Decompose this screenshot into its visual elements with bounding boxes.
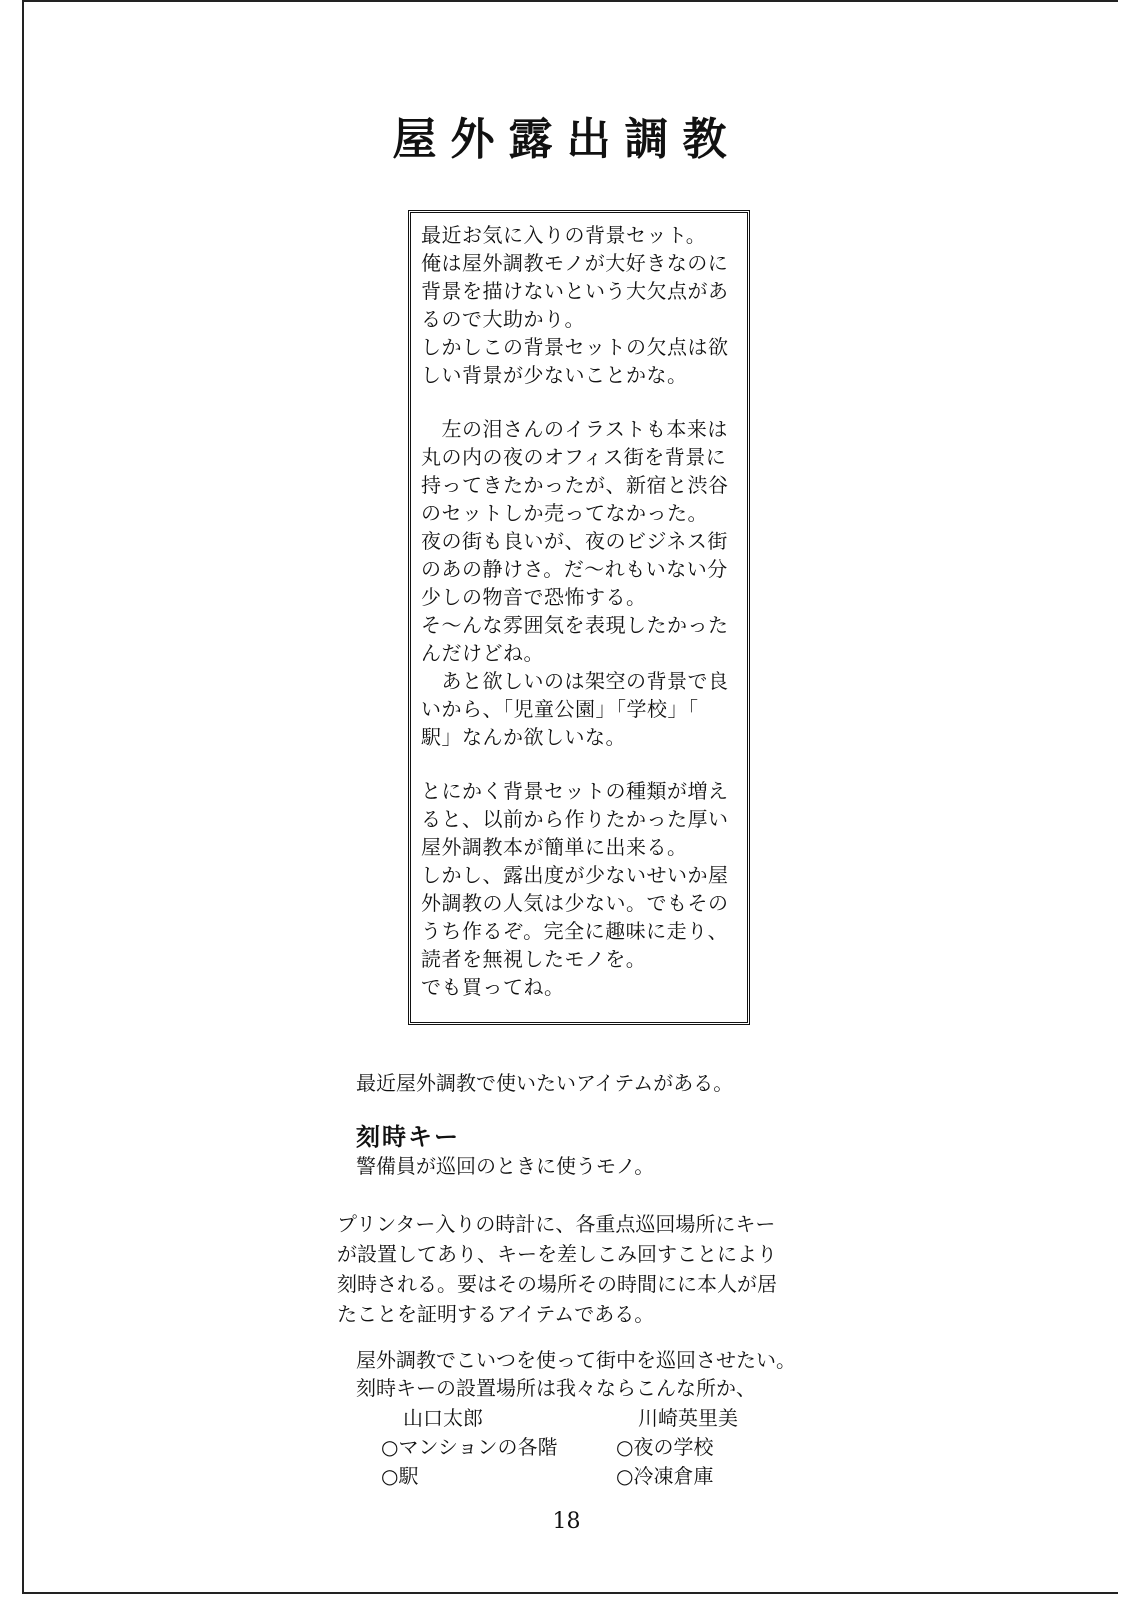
paragraph-line: 屋外調教でこいつを使って街中を巡回させたい。 xyxy=(356,1348,796,1372)
note-blank-line xyxy=(421,389,741,415)
note-line: 俺は屋外調教モノが大好きなのに xyxy=(421,251,729,275)
note-line: んだけどね。 xyxy=(421,641,544,665)
note-line: のあの静けさ。だ〜れもいない分 xyxy=(421,557,728,581)
note-line: 駅」なんか欲しいな。 xyxy=(421,725,626,749)
list-item: ○駅 xyxy=(381,1464,419,1488)
note-line: 最近お気に入りの背景セット。 xyxy=(421,223,707,247)
plan-paragraph xyxy=(356,1346,796,1402)
note-line: 読者を無視したモノを。 xyxy=(421,947,647,971)
page-number: 18 xyxy=(552,1509,581,1534)
intro-text: 最近屋外調教で使いたいアイテムがある。 xyxy=(356,1071,734,1095)
note-line: しい背景が少ないことかな。 xyxy=(421,363,688,387)
note-line: あと欲しいのは架空の背景で良 xyxy=(421,669,729,693)
location-list-left xyxy=(381,1404,558,1491)
explanation-paragraph xyxy=(337,1209,777,1329)
note-line: とにかく背景セットの種類が増え xyxy=(421,779,729,803)
note-line: そ〜んな雰囲気を表現したかった xyxy=(421,613,729,637)
note-line: しかしこの背景セットの欠点は欲 xyxy=(421,335,729,359)
note-line: いから、「児童公園」「学校」「 xyxy=(421,697,699,721)
note-line: ると、以前から作りたかった厚い xyxy=(421,807,729,831)
note-line: のセットしか売ってなかった。 xyxy=(421,501,708,525)
location-list-right xyxy=(616,1404,738,1491)
paragraph-line: 刻時キーの設置場所は我々ならこんな所か、 xyxy=(356,1376,756,1400)
note-line: しかし、露出度が少ないせいか屋 xyxy=(421,863,729,887)
note-line: 外調教の人気は少ない。でもその xyxy=(421,891,729,915)
note-line: 左の泪さんのイラストも本来は xyxy=(421,417,728,441)
paragraph-line: 刻時される。要はその場所その時間にに本人が居 xyxy=(337,1272,777,1296)
list-heading: 川崎英里美 xyxy=(638,1406,738,1430)
note-line: るので大助かり。 xyxy=(421,307,585,331)
list-item: ○マンションの各階 xyxy=(381,1435,558,1459)
note-line: 背景を描けないという大欠点があ xyxy=(421,279,729,303)
note-line: 屋外調教本が簡単に出来る。 xyxy=(421,835,688,859)
list-heading: 山口太郎 xyxy=(403,1406,483,1430)
paragraph-line: たことを証明するアイテムである。 xyxy=(337,1302,655,1326)
note-line: でも買ってね。 xyxy=(421,975,565,999)
note-line: 少しの物音で恐怖する。 xyxy=(421,585,647,609)
note-line: 持ってきたかったが、新宿と渋谷 xyxy=(421,473,729,497)
note-blank-line xyxy=(421,751,741,777)
note-box xyxy=(408,210,750,1025)
item-heading: 刻時キー xyxy=(356,1123,460,1151)
note-line: 夜の街も良いが、夜のビジネス街 xyxy=(421,529,728,553)
paragraph-line: プリンター入りの時計に、各重点巡回場所にキー xyxy=(337,1212,776,1236)
list-item: ○夜の学校 xyxy=(616,1435,714,1459)
note-line: うち作るぞ。完全に趣味に走り、 xyxy=(421,919,729,943)
note-line: 丸の内の夜のオフィス街を背景に xyxy=(421,445,727,469)
paragraph-line: が設置してあり、キーを差しこみ回すことにより xyxy=(337,1242,777,1266)
list-item: ○冷凍倉庫 xyxy=(616,1464,714,1488)
page-title: 屋外露出調教 xyxy=(392,114,741,165)
item-description: 警備員が巡回のときに使うモノ。 xyxy=(356,1154,655,1178)
